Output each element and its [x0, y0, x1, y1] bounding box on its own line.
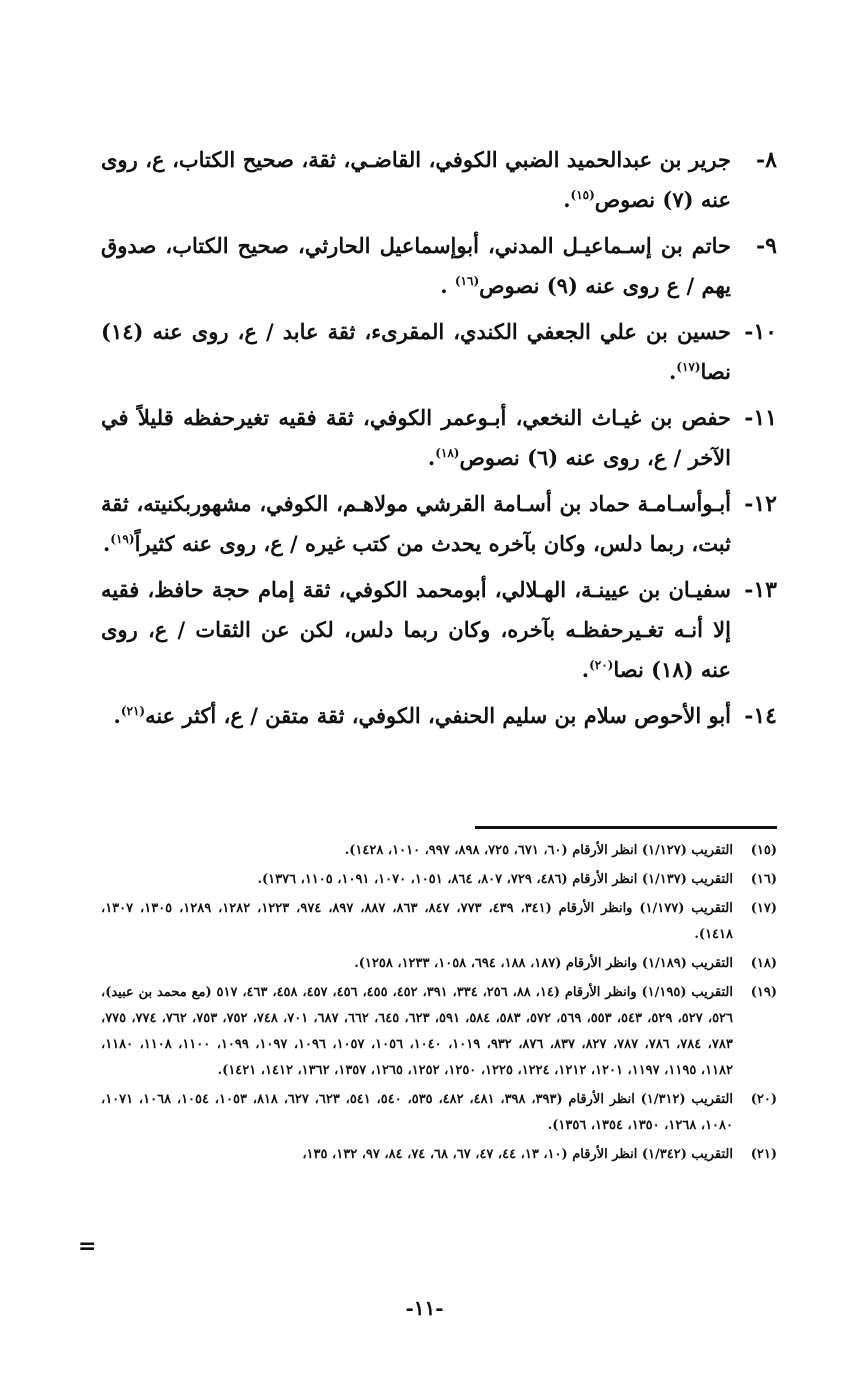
entry-end: .	[581, 657, 590, 682]
footnote-item	[101, 1087, 777, 1139]
entry-body: أبو الأحوص سلام بن سليم الحنفي، الكوفي، ثقة متقن / ع، أكثر عنه	[145, 703, 731, 728]
footnote-number: (١٨)	[750, 956, 777, 971]
footnote-item	[101, 951, 777, 977]
entry-item	[101, 312, 777, 392]
footnote-item	[101, 838, 777, 864]
entry-end: .	[427, 445, 436, 470]
entry-text	[101, 570, 731, 690]
entry-number: ١٤-	[744, 703, 777, 729]
entry-number: ٨-	[756, 147, 777, 173]
entry-text	[101, 484, 731, 564]
entry-body: حفص بن غيـاث النخعي، أبـوعمر الكوفي، ثقة فقيه تغيرحفظه قليلاً في الآخر / ع، روى عنه (٦) نصوص	[101, 405, 731, 470]
footnote-reference[interactable]: (١٩)	[110, 532, 135, 546]
entry-item	[101, 398, 777, 478]
entry-end: .	[102, 531, 111, 556]
entry-text	[101, 140, 731, 220]
footnote-reference[interactable]: (١٧)	[676, 360, 701, 374]
entry-number: ١٢-	[744, 491, 777, 517]
entry-item	[101, 696, 777, 736]
footnote-reference[interactable]: (١٦)	[454, 274, 480, 288]
footnote-number: (٢٠)	[750, 1092, 777, 1107]
entry-body: جرير بن عبدالحميد الضبي الكوفي، القاضـي، ثقة، صحيح الكتاب، ع، روى عنه (٧) نصوص	[101, 147, 731, 212]
footnote-item	[101, 980, 777, 1084]
footnote-text: التقريب (١/١٢٧) انظر الأرقام (٦٠، ٦٧١، ٧٢٥، ٨٩٨، ٩٩٧، ١٠١٠، ١٤٢٨).	[344, 843, 733, 858]
entry-text	[101, 312, 731, 392]
footnote-number: (١٥)	[750, 843, 777, 858]
entry-number: ١٠-	[744, 319, 777, 345]
biography-list	[101, 140, 777, 742]
footnote-reference[interactable]: (٢١)	[120, 704, 146, 718]
footnote-reference[interactable]: (١٨)	[435, 446, 460, 460]
footnote-text: التقريب (١/٣٤٢) انظر الأرقام (١٠، ١٣، ٤٤، ٤٧، ٦٧، ٦٨، ٧٤، ٨٤، ٩٧، ١٣٢، ١٣٥،	[302, 1147, 733, 1162]
entry-number: ١٣-	[744, 577, 777, 603]
footnote-item	[101, 867, 777, 893]
footnote-text: التقريب (١/٣١٢) انظر الأرقام (٣٩٣، ٣٩٨، ٤٨١، ٤٨٢، ٥٣٥، ٥٤٠، ٥٤١، ٦٢٣، ٦٢٧، ٨١٨، ١٠٥٣، ١٠٥٤، ١٠٦٨، ١٠٧١، ١٠٨٠، ١٢٦٨، ١٣٥٠، ١٣٥٤، ١٣٥٦).	[101, 1092, 734, 1133]
footnote-text: التقريب (١/١٩٥) وانظر الأرقام (١٤، ٨٨، ٢٥٦، ٣٣٤، ٣٩١، ٤٥٢، ٤٥٥، ٤٥٦، ٤٥٧، ٤٥٨، ٤٦٣، ٥١٧ (مع محمد بن عبيد)، ٥٢٦، ٥٢٧، ٥٢٩، ٥٤٣، ٥٥٣، ٥٦٩، ٥٧٢، ٥٨٣، ٥٨٤، ٥٩١، ٦٢٣، ٦٤٥، ٦٦٢، ٦٨٧، ٧٠١، ٧٤٨، ٧٥٢، ٧٥٣، ٧٦٢، ٧٧٤، ٧٧٥، ٧٨٣، ٧٨٤، ٧٨٦، ٧٨٧، ٨٢٧، ٨٣٧، ٨٧٦، ٩٣٢، ١٠١٩، ١٠٤٠، ١٠٥٦، ١٠٥٧، ١٠٩٦، ١٠٩٧، ١٠٩٩، ١١٠٠، ١١٠٨، ١١٨٠، ١١٨٢، ١١٩٥، ١١٩٧، ١٢٠١، ١٢١٢، ١٢٢٤، ١٢٢٥، ١٢٥٠، ١٢٥٢، ١٢٦٥، ١٣٥٧، ١٣٦٢، ١٤١٢، ١٤٢١).	[101, 985, 734, 1078]
entry-body: سفيـان بن عيينـة، الهـلالي، أبومحمد الكوفي، ثقة إمام حجة حافظ، فقيه إلا أنـه تغـيرحفظـه بآخره، وكان ربما دلس، لكن عن الثقات / ع، روى عنه (١٨) نصا	[101, 577, 731, 682]
entry-body: حسين بن علي الجعفي الكندي، المقرىء، ثقة عابد / ع، روى عنه (١٤) نصا	[101, 319, 731, 384]
footnote-reference[interactable]: (٢٠)	[589, 658, 614, 672]
entry-end: .	[113, 703, 121, 728]
footnote-text: التقريب (١/١٣٧) انظر الأرقام (٤٨٦، ٧٢٩، ٨٠٧، ٨٦٤، ١٠٥١، ١٠٧٠، ١٠٩١، ١١٠٥، ١٣٧٦).	[257, 872, 733, 887]
entry-number: ١١-	[744, 405, 777, 431]
footnote-divider	[475, 826, 777, 829]
entry-number: ٩-	[756, 233, 777, 259]
entry-text	[101, 226, 731, 306]
entry-body: حاتم بن إسـماعيـل المدني، أبوإسماعيل الحارثي، صحيح الكتاب، صدوق يهم / ع روى عنه (٩) نصوص	[101, 233, 731, 298]
entry-item	[101, 570, 777, 690]
entry-item	[101, 484, 777, 564]
continuation-mark: =	[78, 1234, 97, 1259]
entry-item	[101, 226, 777, 306]
entry-text	[101, 398, 731, 478]
entry-end: .	[668, 359, 677, 384]
footnote-number: (١٩)	[750, 985, 777, 1000]
footnote-text: التقريب (١/١٨٩) وانظر الأرقام (١٨٧، ١٨٨، ٦٩٤، ١٠٥٨، ١٢٣٣، ١٢٥٨).	[354, 956, 733, 971]
entry-end: .	[440, 273, 455, 298]
footnotes	[101, 838, 777, 1171]
footnote-number: (١٦)	[750, 872, 777, 887]
page-number: -١١-	[405, 1296, 444, 1320]
entry-text	[101, 696, 731, 736]
footnote-item	[101, 1142, 777, 1168]
footnote-number: (٢١)	[750, 1147, 777, 1162]
footnote-reference[interactable]: (١٥)	[570, 188, 595, 202]
entry-item	[101, 140, 777, 220]
entry-end: .	[563, 187, 571, 212]
entry-body: أبـوأسـامـة حماد بن أسـامة القرشي مولاهـم، الكوفي، مشهوربكنيته، ثقة ثبت، ربما دلس، وكان بآخره يحدث من كتب غيره / ع، روى عنه كثيراً	[101, 491, 731, 556]
footnote-item	[101, 896, 777, 948]
footnote-text: التقريب (١/١٧٧) وانظر الأرقام (٣٤١، ٤٣٩، ٧٧٣، ٨٤٧، ٨٦٣، ٨٨٧، ٨٩٧، ٩٧٤، ١٢٢٣، ١٢٨٢، ١٢٨٩، ١٣٠٥، ١٣٠٧، ١٤١٨).	[101, 901, 733, 942]
footnote-number: (١٧)	[750, 901, 777, 916]
